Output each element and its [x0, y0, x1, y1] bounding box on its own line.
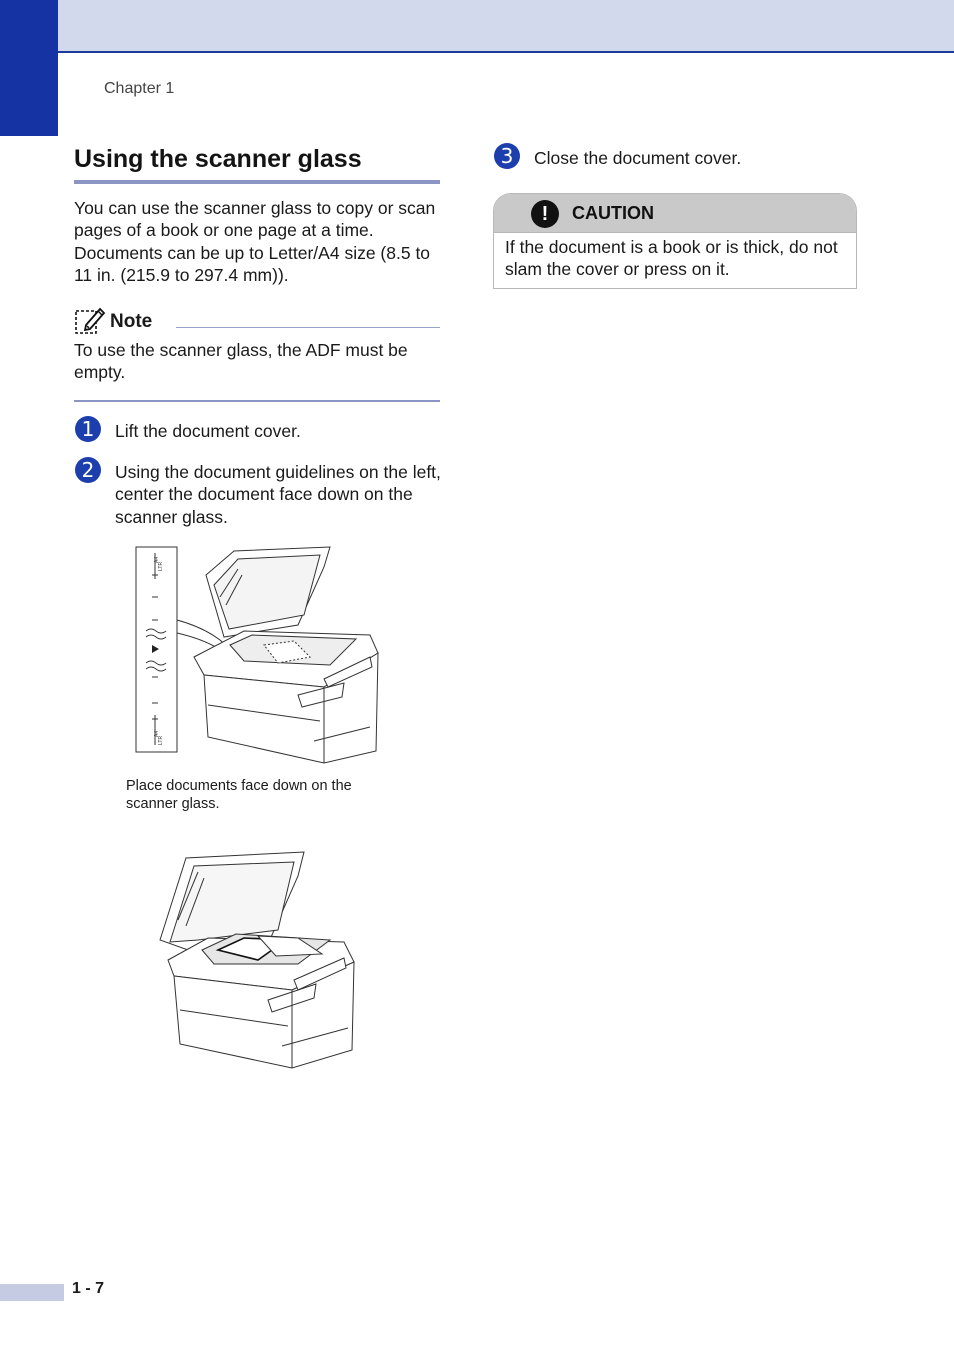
title-underline	[74, 180, 440, 184]
guide-label-ltr-top: LTR	[158, 561, 164, 571]
printer-drawing	[194, 547, 378, 763]
intro-paragraph: You can use the scanner glass to copy or scan pages of a book or one page at a time. Documents can be up to Letter/A4 size (8.5 to 11 in. (215.9 to 297.4 mm)).	[74, 198, 436, 285]
figure-caption: Place documents face down on the scanner glass.	[126, 778, 352, 812]
step-2-number: 2	[75, 457, 101, 483]
note-bottom-rule	[74, 400, 440, 402]
step-3-number: 3	[494, 143, 520, 169]
note-rule	[176, 327, 440, 328]
note-text: To use the scanner glass, the ADF must be empty.	[74, 340, 408, 383]
page-number: 1 - 7	[72, 1280, 105, 1297]
step-1-number: 1	[75, 416, 101, 442]
note-pencil-icon	[74, 305, 106, 335]
document-guide-strip	[136, 547, 177, 752]
header-band	[0, 0, 954, 52]
step-2-text: Using the document guidelines on the left, center the document face down on the scanner glass.	[115, 462, 441, 527]
note-label: Note	[110, 311, 153, 332]
guide-label-a4-bottom: A4	[154, 730, 160, 737]
guide-label-ltr-bottom: LTR	[158, 735, 164, 745]
scanner-open-figure	[134, 545, 386, 767]
section-title: Using the scanner glass	[74, 145, 362, 173]
chapter-label: Chapter 1	[104, 80, 175, 97]
step-1-text: Lift the document cover.	[115, 421, 301, 441]
caution-box	[493, 193, 857, 289]
header-rule	[58, 51, 954, 53]
step-3-text: Close the document cover.	[534, 148, 742, 168]
caution-divider	[494, 232, 856, 233]
caution-label: CAUTION	[572, 203, 654, 223]
exclamation-icon: !	[531, 200, 559, 228]
guide-label-a4-top: A4	[154, 556, 160, 563]
scanner-document-figure	[158, 850, 358, 1070]
footer-band	[0, 1284, 64, 1301]
chapter-tab	[0, 0, 58, 136]
caution-text: If the document is a book or is thick, do not slam the cover or press on it.	[505, 237, 838, 280]
